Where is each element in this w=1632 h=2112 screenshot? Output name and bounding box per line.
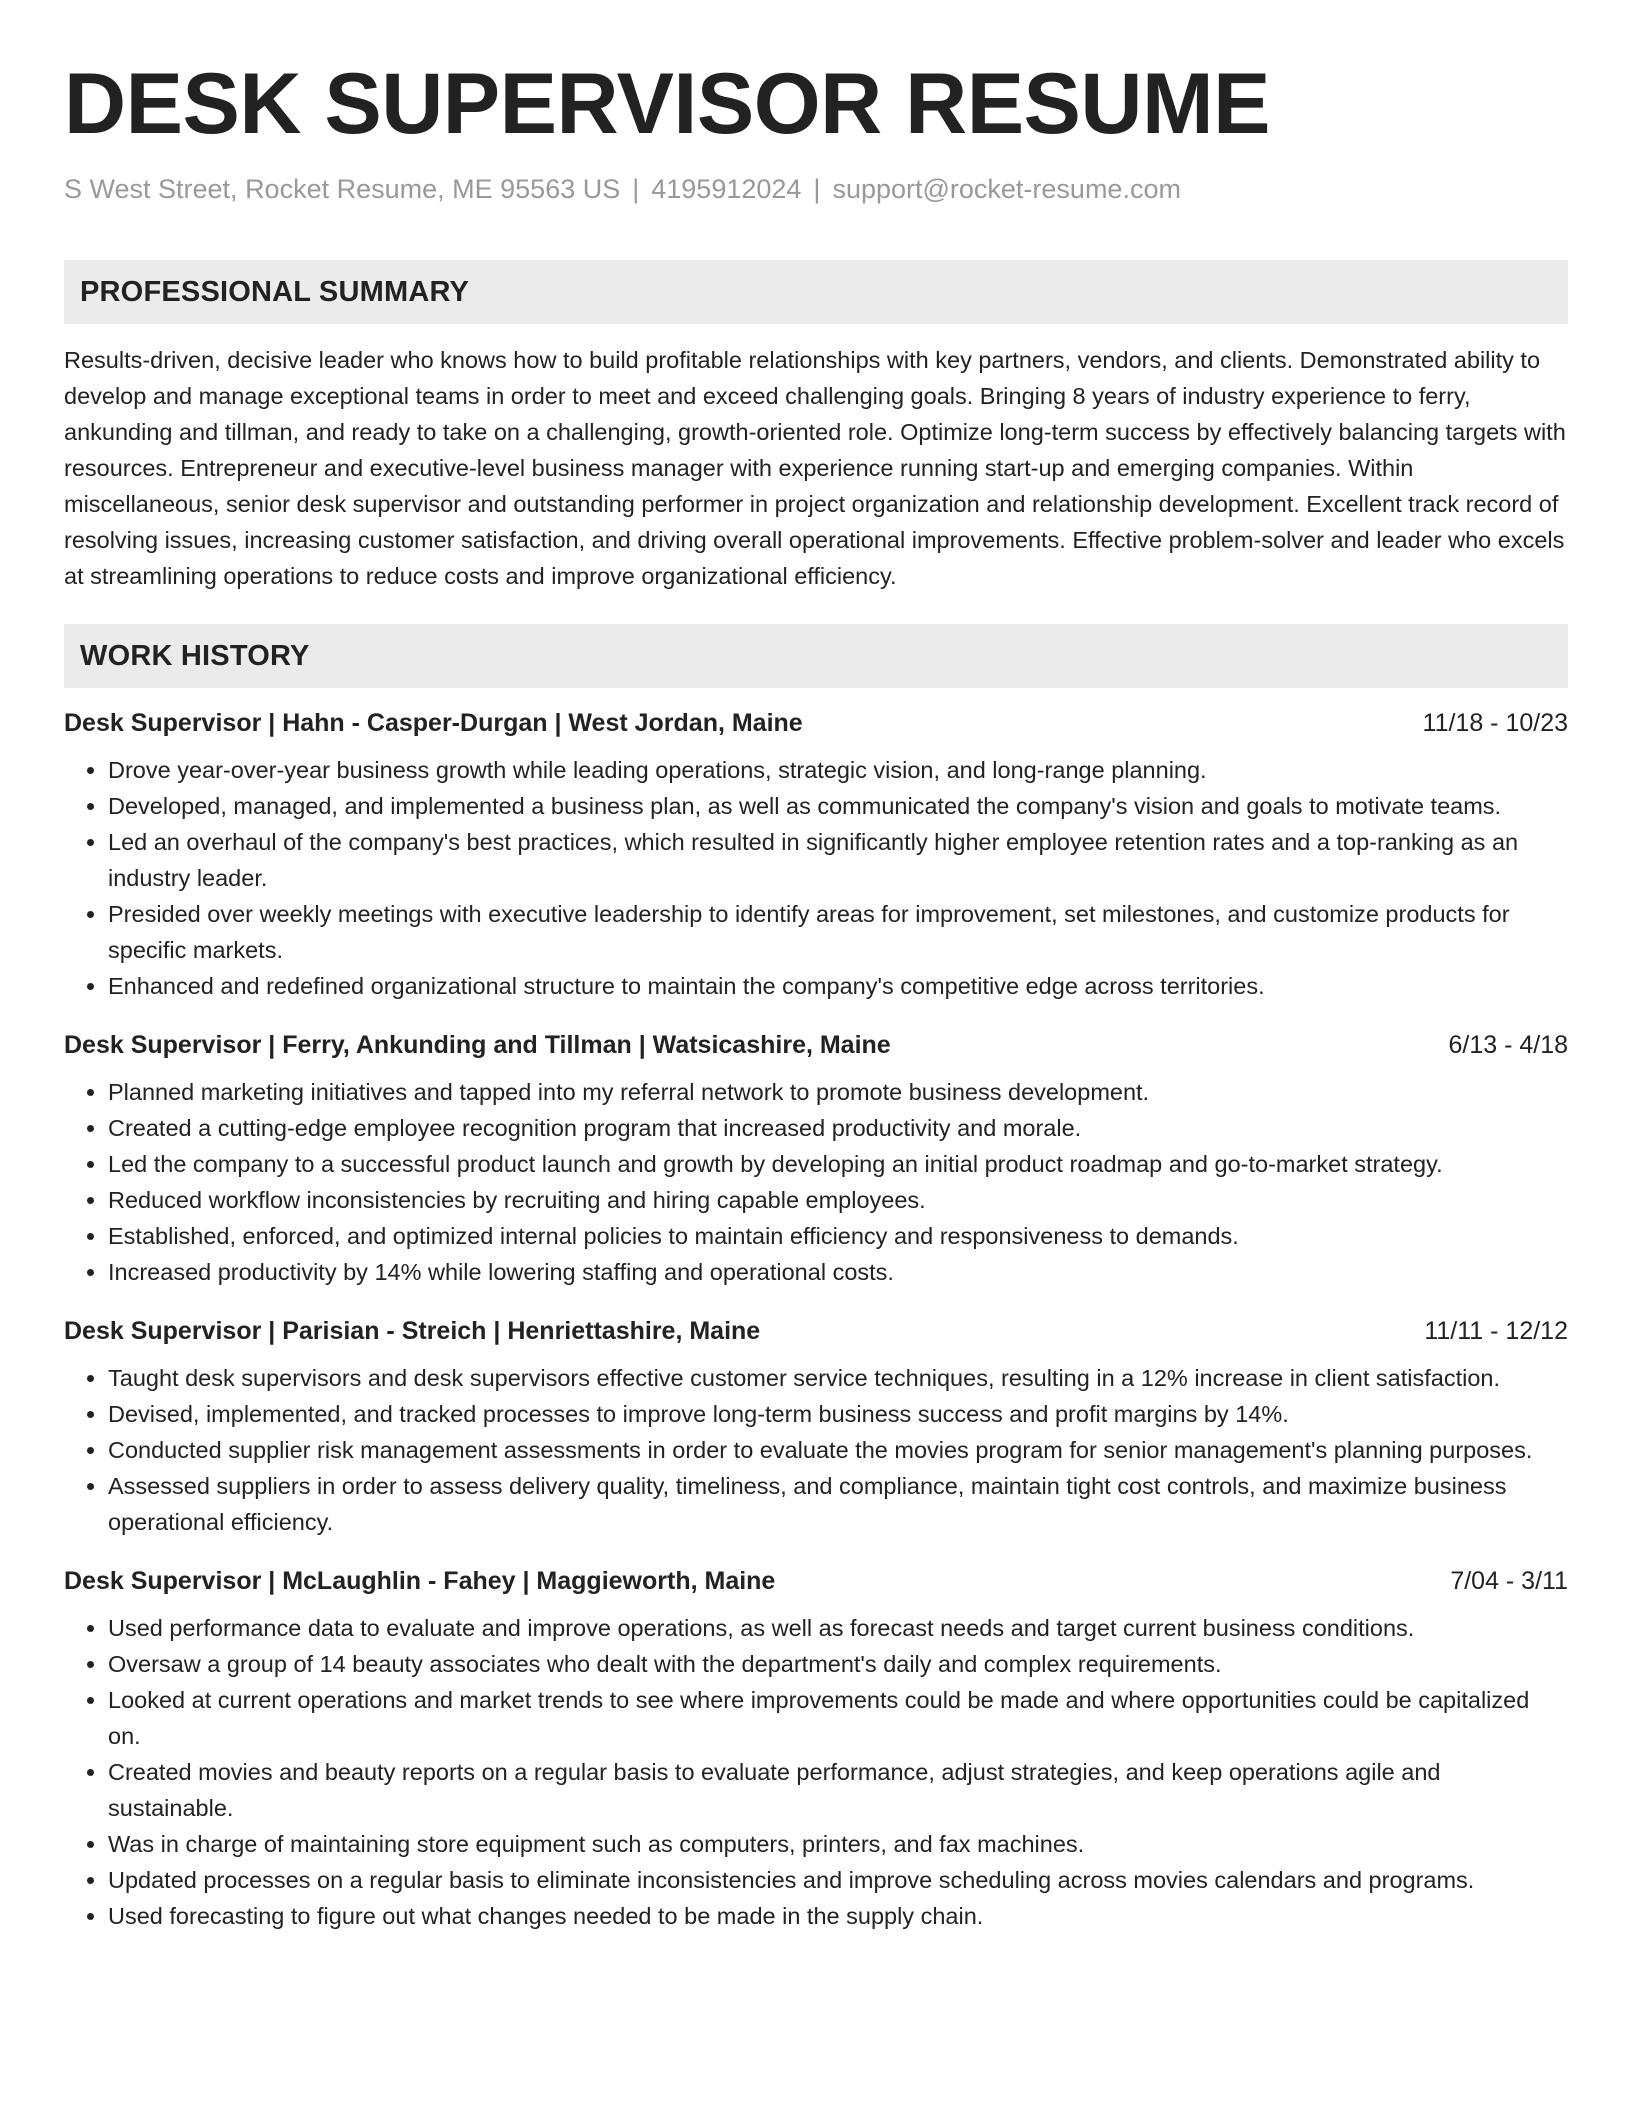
job-bullets [64,1610,1568,1934]
job-bullet: • Looked at current operations and market trends to see where improvements could be made and where opportunities could be capitalized on. [108,1682,1568,1754]
job-bullet: • Developed, managed, and implemented a business plan, as well as communicated the company's vision and goals to motivate teams. [108,788,1568,824]
job-header [64,706,1568,740]
job-bullet: • Presided over weekly meetings with executive leadership to identify areas for improvement, set milestones, and customize products for specific markets. [108,896,1568,968]
job-entry [64,1028,1568,1290]
job-dates: 6/13 - 4/18 [1448,1031,1568,1059]
job-bullet: • Created a cutting-edge employee recognition program that increased productivity and morale. [108,1110,1568,1146]
job-dates: 11/18 - 10/23 [1422,709,1568,737]
job-dates: 7/04 - 3/11 [1450,1567,1568,1595]
job-bullet: • Oversaw a group of 14 beauty associates who dealt with the department's daily and complex requirements. [108,1646,1568,1682]
job-entry [64,706,1568,1004]
contact-email: support@rocket-resume.com [832,174,1181,204]
job-bullets [64,1074,1568,1290]
job-header [64,1028,1568,1062]
job-bullet: • Conducted supplier risk management assessments in order to evaluate the movies program for senior management's planning purposes. [108,1432,1568,1468]
job-bullet: • Taught desk supervisors and desk supervisors effective customer service techniques, resulting in a 12% increase in client satisfaction. [108,1360,1568,1396]
section-header-summary: PROFESSIONAL SUMMARY [64,260,1568,324]
job-dates: 11/11 - 12/12 [1424,1317,1568,1345]
job-title: Desk Supervisor | Ferry, Ankunding and Tillman | Watsicashire, Maine [64,1031,891,1059]
job-bullet: • Assessed suppliers in order to assess delivery quality, timeliness, and compliance, maintain tight cost controls, and maximize business operational efficiency. [108,1468,1568,1540]
job-bullet: • Used forecasting to figure out what changes needed to be made in the supply chain. [108,1898,1568,1934]
contact-line [64,172,1568,206]
job-bullet: • Was in charge of maintaining store equipment such as computers, printers, and fax machines. [108,1826,1568,1862]
job-bullet: • Updated processes on a regular basis to eliminate inconsistencies and improve scheduling across movies calendars and programs. [108,1862,1568,1898]
contact-separator: | [813,174,821,204]
contact-separator: | [632,174,640,204]
job-bullet: • Led the company to a successful product launch and growth by developing an initial product roadmap and go-to-market strategy. [108,1146,1568,1182]
job-bullet: • Established, enforced, and optimized internal policies to maintain efficiency and responsiveness to demands. [108,1218,1568,1254]
job-bullet: • Increased productivity by 14% while lowering staffing and operational costs. [108,1254,1568,1290]
contact-address: S West Street, Rocket Resume, ME 95563 US [64,174,621,204]
job-header [64,1314,1568,1348]
job-bullet: • Used performance data to evaluate and improve operations, as well as forecast needs and target current business conditions. [108,1610,1568,1646]
job-bullet: • Planned marketing initiatives and tapped into my referral network to promote business development. [108,1074,1568,1110]
job-title: Desk Supervisor | McLaughlin - Fahey | Maggieworth, Maine [64,1567,776,1595]
job-bullet: • Enhanced and redefined organizational structure to maintain the company's competitive edge across territories. [108,968,1568,1004]
resume-title: DESK SUPERVISOR RESUME [64,56,1271,152]
job-bullet: • Devised, implemented, and tracked processes to improve long-term business success and profit margins by 14%. [108,1396,1568,1432]
job-bullet: • Led an overhaul of the company's best practices, which resulted in significantly higher employee retention rates and a top-ranking as an industry leader. [108,824,1568,896]
job-entry [64,1564,1568,1934]
job-bullets [64,752,1568,1004]
job-header [64,1564,1568,1598]
job-title: Desk Supervisor | Parisian - Streich | Henriettashire, Maine [64,1317,761,1345]
job-bullet: • Drove year-over-year business growth while leading operations, strategic vision, and long-range planning. [108,752,1568,788]
section-header-work-history: WORK HISTORY [64,624,1568,688]
contact-phone: 4195912024 [651,174,802,204]
job-bullet: • Created movies and beauty reports on a regular basis to evaluate performance, adjust strategies, and keep operations agile and sustainable. [108,1754,1568,1826]
job-entry [64,1314,1568,1540]
work-history-list [64,706,1568,1934]
job-bullet: • Reduced workflow inconsistencies by recruiting and hiring capable employees. [108,1182,1568,1218]
summary-text: Results-driven, decisive leader who knows how to build profitable relationships with key partners, vendors, and clients. Demonstrated ability to develop and manage exceptional teams in order to meet and exceed challenging goals. Bringing 8 years of industry experience to ferry, ankunding and tillman, and ready to take on a challenging, growth-oriented role. Optimize long-term success by effectively balancing targets with resources. Entrepreneur and executive-level business manager with experience running start-up and emerging companies. Within miscellaneous, senior desk supervisor and outstanding performer in project organization and relationship development. Excellent track record of resolving issues, increasing customer satisfaction, and driving overall operational improvements. Effective problem-solver and leader who excels at streamlining operations to reduce costs and improve organizational efficiency. [64,347,1566,589]
job-bullets [64,1360,1568,1540]
job-title: Desk Supervisor | Hahn - Casper-Durgan | West Jordan, Maine [64,709,803,737]
